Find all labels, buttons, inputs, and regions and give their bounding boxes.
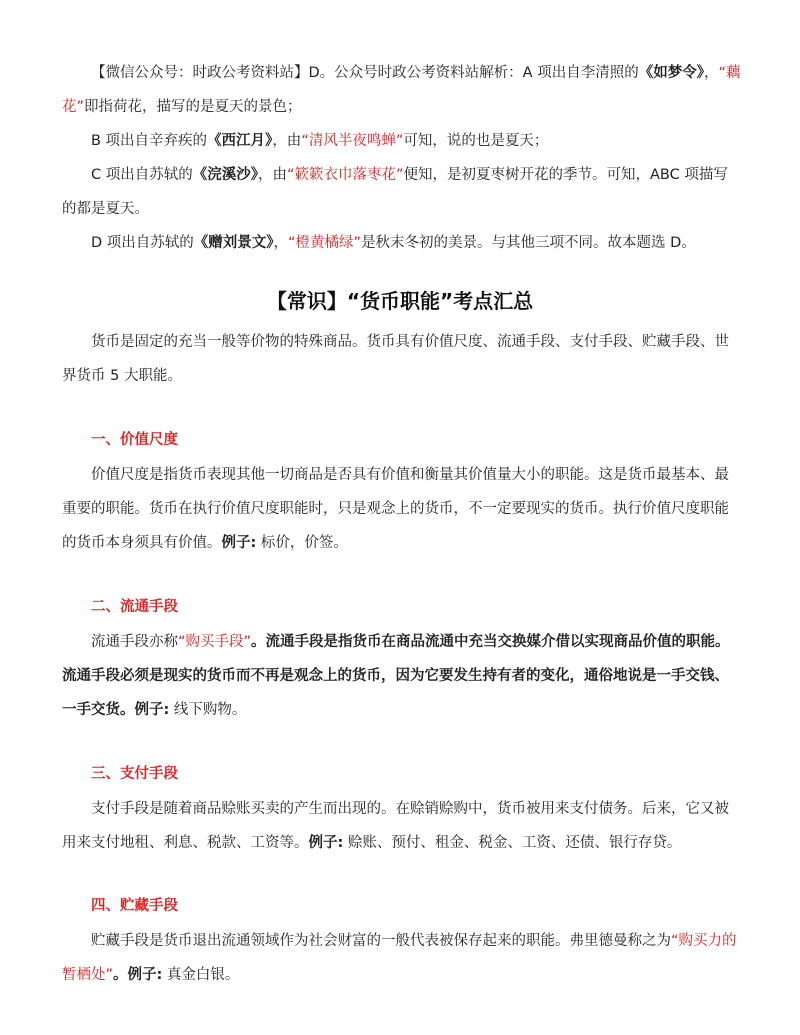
section-text: 价值尺度是指货币表现其他一切商品是否具有价值和衡量其价值量大小的职能。这是货币最基本、最重要的职能。货币在执行价值尺度职能时，只是观念上的货币，不一定要现实的货币。执行价值尺度职能的货币本身须具有价值。 — [62, 467, 729, 551]
quote-highlight: “购买力的暂栖处” — [62, 933, 737, 983]
section-text: 流通手段亦称 — [91, 634, 178, 650]
intro-text: ， — [703, 65, 719, 81]
option-text: ，由 — [257, 167, 287, 183]
example-label: 例子: — [134, 702, 170, 718]
example-label: 例子: — [308, 835, 344, 851]
example-text: 线下购物。 — [169, 702, 247, 718]
section-heading-circulation: 二、流通手段 — [91, 599, 178, 615]
section-heading-hoarding: 四、贮藏手段 — [91, 898, 178, 914]
poem-title: 《西江月》 — [207, 133, 273, 149]
overview-paragraph: 货币是固定的充当一般等价物的特殊商品。货币具有价值尺度、流通手段、支付手段、贮藏手段、世界货币 5 大职能。 — [62, 334, 729, 384]
quote-highlight: “橙黄橘绿” — [288, 235, 362, 251]
section-text: 支付手段是随着商品赊账买卖的产生而出现的。在赊销赊购中，货币被用来支付债务。后来，它又被用来支付地租、利息、税款、工资等。 — [62, 801, 729, 851]
option-d-paragraph — [62, 226, 742, 260]
section-body-circulation — [62, 625, 742, 727]
option-text: 便知，是初夏枣树开花的季节。可知，ABC 项描写的都是夏天。 — [62, 167, 728, 217]
example-text: 真金白银。 — [162, 967, 240, 983]
option-text: B 项出自辛弃疾的 — [91, 133, 208, 149]
section-text: 。流通手段是指货币在商品流通中充当交换媒介借以实现商品价值的职能。流通手段必须是现实的货币而不再是观念上的货币，因为它要发生持有者的变化，通俗地说是一手交钱、一手交货。 — [62, 634, 730, 718]
poem-title: 《如梦令》 — [638, 65, 704, 81]
intro-text: 即指荷花，描写的是夏天的景色； — [84, 99, 302, 115]
section-heading-value-measure: 一、价值尺度 — [91, 432, 178, 448]
option-text: 可知，说的也是夏天； — [403, 133, 549, 149]
section-text: 贮藏手段是货币退出流通领域作为社会财富的一般代表被保存起来的职能。弗里德曼称之为 — [91, 933, 671, 949]
example-label: 例子: — [221, 535, 257, 551]
quote-highlight: “藕花” — [62, 65, 741, 115]
example-text: 赊账、预付、租金、税金、工资、还债、银行存贷。 — [343, 835, 682, 851]
poem-title: 《赠刘景文》 — [193, 235, 274, 251]
option-text: D 项出自苏轼的 — [91, 235, 194, 251]
section-heading-payment: 三、支付手段 — [91, 766, 178, 782]
poem-title: 《浣溪沙》 — [192, 167, 258, 183]
option-c-paragraph — [62, 158, 742, 226]
quote-highlight: “清风半夜鸣蝉” — [301, 133, 404, 149]
option-b-paragraph — [62, 124, 742, 158]
option-text: ， — [273, 235, 289, 251]
intro-paragraph — [62, 56, 742, 124]
option-text: C 项出自苏轼的 — [91, 167, 193, 183]
page-title: 【常识】“货币职能”考点汇总 — [266, 289, 534, 313]
option-text: ，由 — [272, 133, 302, 149]
section-body-value-measure — [62, 458, 742, 560]
option-text: 是秋末冬初的美景。与其他三项不同。故本题选 D。 — [361, 235, 696, 251]
example-label: 例子: — [127, 967, 163, 983]
quote-highlight: “簌簌衣巾落枣花” — [286, 167, 404, 183]
example-text: 标价，价签。 — [256, 535, 348, 551]
section-body-hoarding — [62, 924, 742, 992]
intro-text: 【微信公众号：时政公考资料站】D。公众号时政公考资料站解析：A 项出自李清照的 — [91, 65, 639, 81]
section-body-payment — [62, 792, 742, 860]
section-text: 。 — [113, 967, 128, 983]
quote-highlight: “购买手段” — [178, 634, 252, 650]
